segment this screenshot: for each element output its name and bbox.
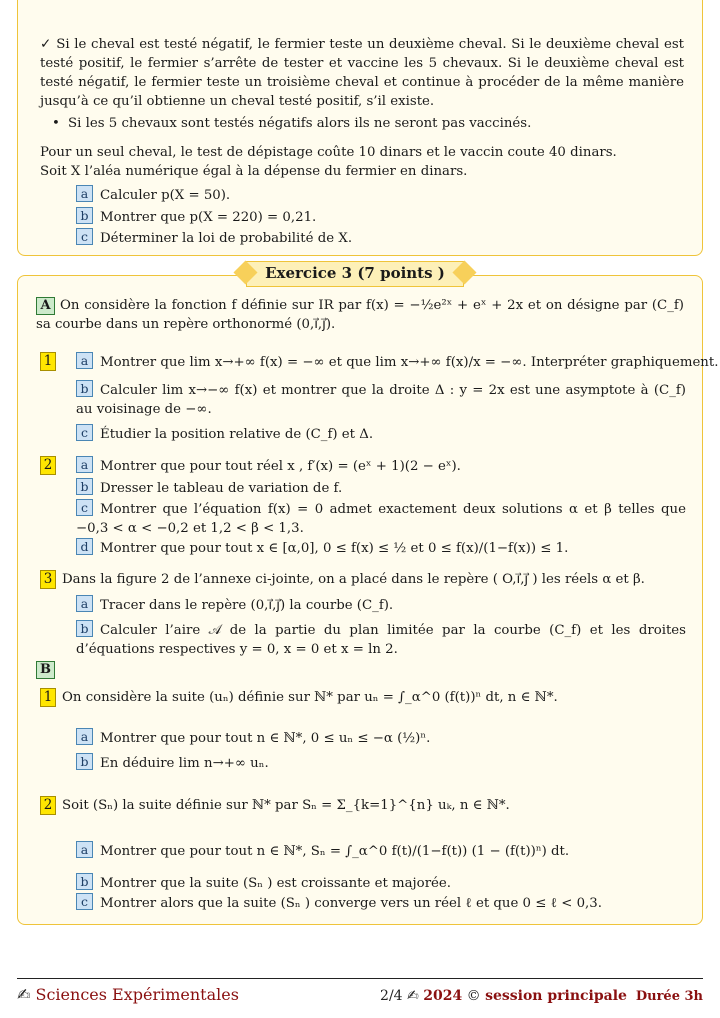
b-q1b: b En déduire lim n→+∞ uₙ. bbox=[76, 753, 269, 773]
question-a: a Calculer p(X = 50). bbox=[76, 185, 230, 205]
footer-session: session principale bbox=[485, 988, 627, 1004]
b-question-2-badge: 2 bbox=[40, 796, 56, 815]
q1b: b Calculer lim x→−∞ f(x) et montrer que la droite Δ : y = 2x est une asymptote à (C_f) au voisinage de −∞. bbox=[76, 381, 686, 417]
pen-icon: ✍ bbox=[407, 988, 419, 1004]
b-q2c: c Montrer alors que la suite (Sₙ ) converge vers un réel ℓ et que 0 ≤ ℓ < 0,3. bbox=[76, 893, 602, 913]
section-b-badge: B bbox=[36, 660, 60, 679]
bullet-item: • Si les 5 chevaux sont testés négatifs alors ils ne seront pas vaccinés. bbox=[52, 116, 532, 131]
q1c: c Étudier la position relative de (C_f) et Δ. bbox=[76, 424, 373, 444]
check-icon: ✓ bbox=[40, 37, 52, 52]
pen-icon: ✍ bbox=[17, 985, 31, 1004]
footer-info bbox=[380, 987, 703, 1006]
q2d: d Montrer que pour tout x ∈ [α,0], 0 ≤ f(x) ≤ ½ et 0 ≤ f(x)/(1−f(x)) ≤ 1. bbox=[76, 538, 568, 558]
page-number: 2/4 bbox=[380, 988, 403, 1004]
label-a: a bbox=[76, 185, 93, 202]
footer-section bbox=[17, 985, 239, 1004]
q1a: a Montrer que lim x→+∞ f(x) = −∞ et que lim x→+∞ f(x)/x = −∞. Interpréter graphiquement. bbox=[76, 352, 718, 372]
question-2-badge: 2 bbox=[40, 456, 62, 475]
question-c: c Déterminer la loi de probabilité de X. bbox=[76, 228, 352, 248]
q2c: c Montrer que l’équation f(x) = 0 admet exactement deux solutions α et β telles que −0,3 < α < −0,2 et 1,2 < β < 1,3. bbox=[76, 500, 686, 536]
q3b: b Calculer l’aire 𝒜 de la partie du plan limitée par la courbe (C_f) et les droites d’équations respectives y = 0, x = 0 et x = ln 2. bbox=[76, 621, 686, 657]
question-3-badge: 3 bbox=[40, 570, 56, 589]
label-b: b bbox=[76, 207, 93, 224]
page-footer bbox=[17, 978, 703, 1017]
cost-text: Pour un seul cheval, le test de dépistage coûte 10 dinars et le vaccin coute 40 dinars. bbox=[40, 145, 617, 160]
random-variable-text: Soit X l’aléa numérique égal à la dépense du fermier en dinars. bbox=[40, 164, 468, 179]
b-q2b: b Montrer que la suite (Sₙ ) est croissante et majorée. bbox=[76, 873, 451, 893]
exercise-3-box bbox=[17, 275, 719, 925]
exercise-title: Exercice 3 (7 points ) bbox=[246, 261, 464, 287]
bullet-icon: • bbox=[52, 116, 60, 131]
procedure-text: Si le cheval est testé négatif, le fermier teste un deuxième cheval. Si le deuxième cheval est testé positif, le fermier s’arrête de tester et vaccine les 5 chevaux. Si le deuxième cheval est testé négatif, le fermier teste un troisième cheval et continue à procéder de la même manière jusqu’à ce qu’il obtienne un cheval testé positif, s’il existe. bbox=[40, 37, 684, 109]
b-q1a: a Montrer que pour tout n ∈ ℕ*, 0 ≤ uₙ ≤ −α (½)ⁿ. bbox=[76, 728, 430, 748]
question-1-badge: 1 bbox=[40, 352, 62, 371]
b-q2a: a Montrer que pour tout n ∈ ℕ*, Sₙ = ∫_α^0 f(t)/(1−f(t)) (1 − (f(t))ⁿ) dt. bbox=[76, 841, 569, 861]
footer-section-label: Sciences Expérimentales bbox=[35, 985, 239, 1004]
footer-year: 2024 bbox=[423, 988, 463, 1004]
paragraph-procedure bbox=[40, 35, 684, 111]
b-q2: 2 Soit (Sₙ) la suite définie sur ℕ* par Sₙ = Σ_{k=1}^{n} uₖ, n ∈ ℕ*. bbox=[40, 796, 510, 815]
b-q1: 1 On considère la suite (uₙ) définie sur ℕ* par uₙ = ∫_α^0 (f(t))ⁿ dt, n ∈ ℕ*. bbox=[40, 688, 558, 707]
exercise-title-banner bbox=[0, 261, 720, 289]
label-c: c bbox=[76, 228, 93, 245]
q2a: a Montrer que pour tout réel x , f′(x) = (eˣ + 1)(2 − eˣ). bbox=[76, 456, 461, 476]
q2b: b Dresser le tableau de variation de f. bbox=[76, 478, 342, 498]
exercise-2-box bbox=[17, 0, 703, 256]
q3a: a Tracer dans le repère (0,i⃗,j⃗) la courbe (C_f). bbox=[76, 595, 393, 615]
question-b: b Montrer que p(X = 220) = 0,21. bbox=[76, 207, 316, 227]
part-a-intro: A On considère la fonction f définie sur IR par f(x) = −½e²ˣ + eˣ + 2x et on désigne par (C_f) sa courbe dans un repère orthonormé (0,i⃗,j⃗). bbox=[36, 298, 684, 332]
footer-duration: Durée 3h bbox=[635, 989, 703, 1004]
section-a-badge: A bbox=[36, 297, 55, 315]
copyright-icon: © bbox=[466, 988, 481, 1004]
q3: 3 Dans la figure 2 de l’annexe ci-jointe, on a placé dans le repère ( O,i⃗,j⃗ ) les réels α et β. bbox=[40, 570, 686, 589]
b-question-1-badge: 1 bbox=[40, 688, 56, 707]
